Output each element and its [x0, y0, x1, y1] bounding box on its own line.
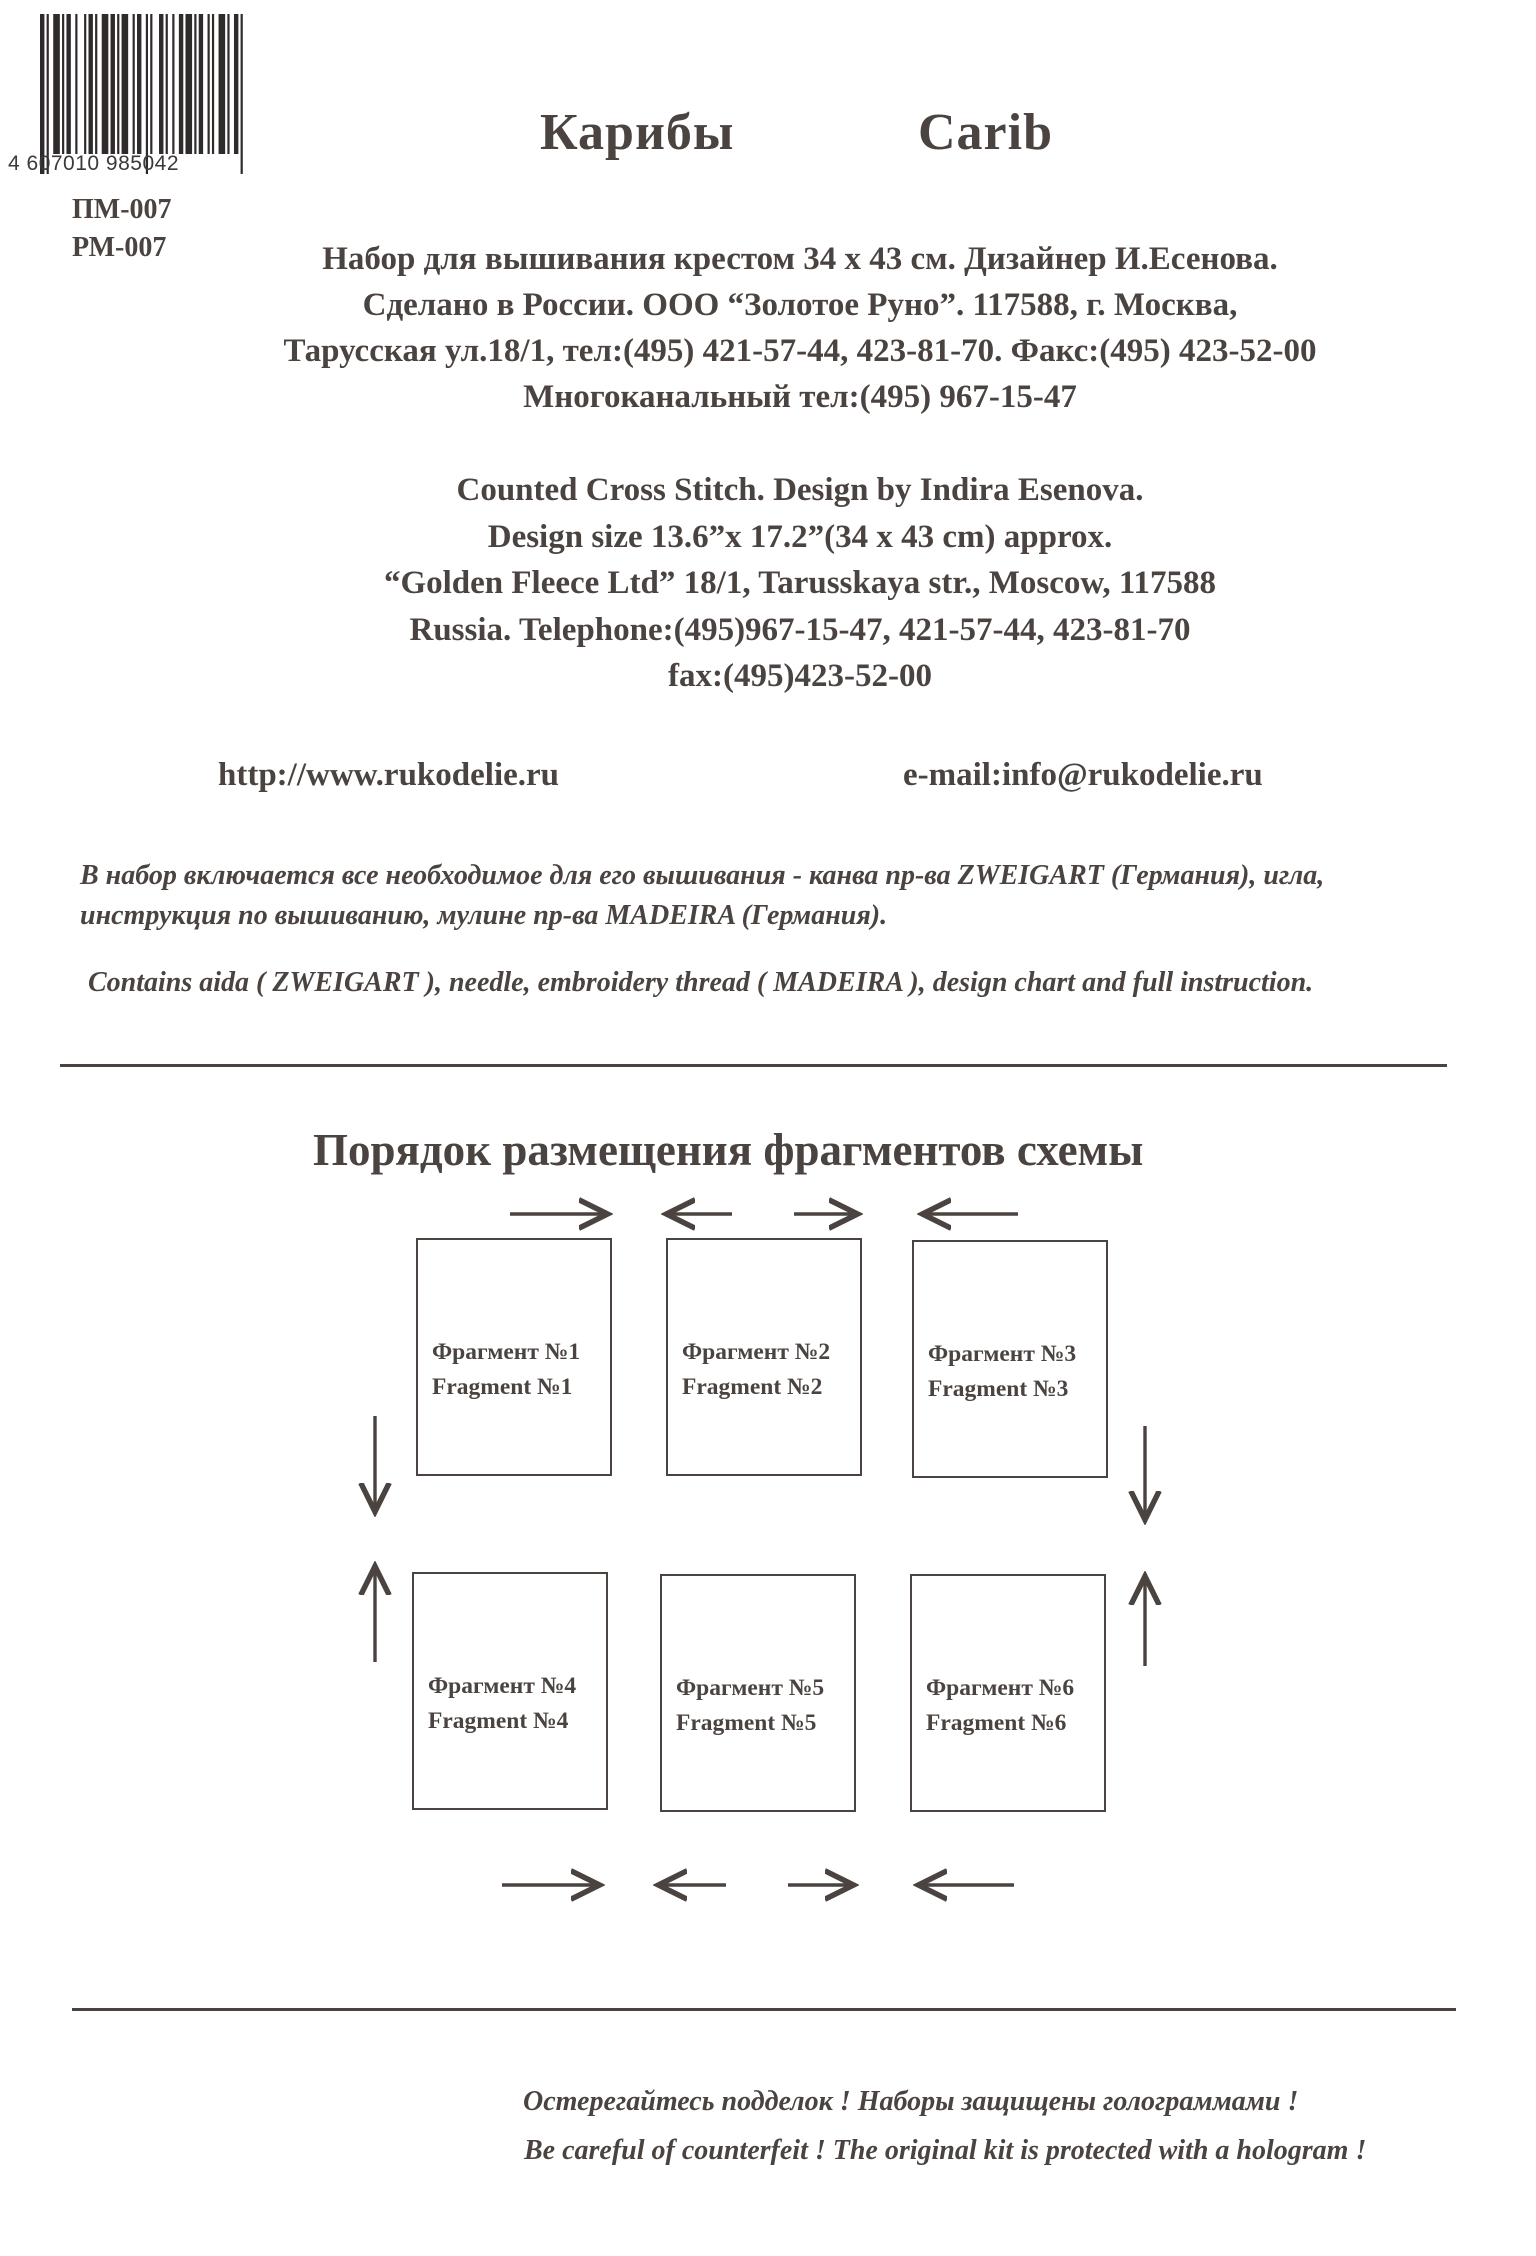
- website-link[interactable]: http://www.rukodelie.ru: [218, 757, 560, 793]
- barcode-bar: [137, 14, 141, 154]
- fragment-label-ru: Фрагмент №3: [928, 1341, 1077, 1367]
- fragment-label-ru: Фрагмент №1: [432, 1339, 581, 1365]
- barcode-bar: [150, 14, 152, 154]
- barcode-bar: [208, 14, 210, 154]
- barcode-bar: [212, 14, 214, 154]
- fragment-box-6: [910, 1574, 1106, 1812]
- barcode-bar: [241, 14, 243, 174]
- barcode-icon: [40, 14, 245, 174]
- barcode-bar: [219, 14, 226, 154]
- fragment-label-en: Fragment №6: [926, 1710, 1067, 1736]
- info-en-line: “Golden Fleece Ltd” 18/1, Tarusskaya str., Moscow, 117588: [383, 565, 1217, 601]
- barcode-bar: [62, 14, 64, 154]
- barcode-bar: [227, 14, 229, 154]
- barcode-bar: [194, 14, 196, 154]
- fragment-label-en: Fragment №4: [428, 1708, 569, 1734]
- warning-ru: Остерегайтесь подделок ! Наборы защищены голограммами !: [523, 2086, 1299, 2117]
- barcode-bar: [122, 14, 129, 154]
- fragment-box-1: [416, 1238, 612, 1476]
- fragment-label-en: Fragment №5: [676, 1710, 817, 1736]
- contents-ru-line: инструкция по вышиванию, мулине пр-ва MADEIRA (Германия).: [80, 900, 888, 931]
- fragment-label-ru: Фрагмент №4: [428, 1673, 577, 1699]
- barcode-bar: [102, 14, 109, 154]
- info-en: [0, 467, 1536, 700]
- barcode-bar: [75, 14, 77, 154]
- info-ru-line: Многоканальный тел:(495) 967-15-47: [523, 379, 1077, 415]
- info-en-line: Counted Cross Stitch. Design by Indira Esenova.: [456, 472, 1144, 508]
- barcode-bar: [166, 14, 168, 154]
- divider-bottom: [72, 2008, 1456, 2011]
- fragment-box-5: [660, 1574, 856, 1812]
- info-ru-line: Набор для вышивания крестом 34 х 43 см. Дизайнер И.Есенова.: [322, 241, 1278, 277]
- barcode-bar: [95, 14, 97, 154]
- barcode-bar: [172, 14, 174, 154]
- contents-ru-line: В набор включается все необходимое для его вышивания - канва пр-ва ZWEIGART (Германия), игла,: [80, 860, 1325, 891]
- title-en: Carib: [918, 104, 1053, 161]
- barcode-bar: [47, 14, 49, 174]
- barcode-bar: [66, 14, 70, 154]
- barcode-bar: [84, 14, 86, 154]
- barcode-digits: 4 607010 985042: [8, 152, 179, 175]
- barcode-bar: [179, 14, 183, 154]
- info-en-line: fax:(495)423-52-00: [668, 658, 932, 694]
- fragment-box-4: [412, 1572, 608, 1810]
- info-ru: [0, 236, 1536, 420]
- contents-ru: [80, 856, 1324, 936]
- product-code-en: РМ-007: [72, 232, 167, 263]
- divider-top: [60, 1064, 1447, 1067]
- barcode-bar: [146, 14, 148, 174]
- barcode-bar: [159, 14, 163, 154]
- barcode-bar: [185, 14, 192, 154]
- info-en-line: Russia. Telephone:(495)967-15-47, 421-57-44, 423-81-70: [409, 611, 1191, 648]
- fragment-label-ru: Фрагмент №6: [926, 1675, 1075, 1701]
- info-ru-line: Сделано в России. ООО “Золотое Руно”. 117588, г. Москва,: [362, 287, 1238, 323]
- barcode-bar: [133, 14, 135, 154]
- fragment-label-ru: Фрагмент №5: [676, 1675, 825, 1701]
- barcode-bar: [40, 14, 44, 174]
- barcode-bar: [88, 14, 92, 154]
- barcode-bar: [199, 14, 203, 154]
- fragment-box-3: [912, 1240, 1108, 1478]
- fragment-label-en: Fragment №1: [432, 1374, 573, 1400]
- barcode-bar: [234, 14, 238, 154]
- barcode-bar: [117, 14, 119, 154]
- fragment-label-en: Fragment №3: [928, 1376, 1069, 1402]
- contents-en: Contains aida ( ZWEIGART ), needle, embroidery thread ( MADEIRA ), design chart and full instruction.: [88, 967, 1314, 998]
- email-link[interactable]: e-mail:info@rukodelie.ru: [903, 757, 1263, 793]
- info-ru-line: Тарусская ул.18/1, тел:(495) 421-57-44, 423-81-70. Факс:(495) 423-52-00: [283, 333, 1317, 369]
- fragment-label-en: Fragment №2: [682, 1374, 823, 1400]
- barcode-bar: [111, 14, 115, 154]
- barcode-bar: [53, 14, 60, 154]
- warning-en: Be careful of counterfeit ! The original kit is protected with a hologram !: [524, 2135, 1367, 2166]
- fragment-box-2: [666, 1238, 862, 1476]
- title-ru: Карибы: [540, 104, 735, 161]
- info-en-line: Design size 13.6”x 17.2”(34 x 43 cm) approx.: [487, 518, 1113, 555]
- layout-title: Порядок размещения фрагментов схемы: [313, 1125, 1144, 1175]
- product-code-ru: ПМ-007: [72, 194, 172, 225]
- fragment-label-ru: Фрагмент №2: [682, 1339, 831, 1365]
